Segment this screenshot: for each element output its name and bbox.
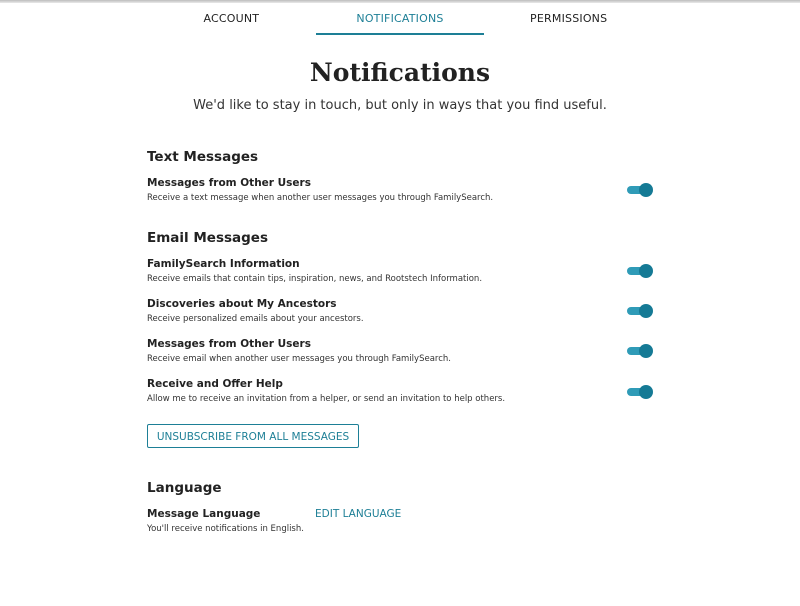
setting-description-discoveries-ancestors: Receive personalized emails about your ancestors. <box>147 314 364 324</box>
settings-tabs <box>147 3 653 35</box>
setting-description-familysearch-information: Receive emails that contain tips, inspiration, news, and Rootstech Information. <box>147 274 483 284</box>
tab-notifications[interactable]: NOTIFICATIONS <box>316 3 485 35</box>
section-heading-email-messages: Email Messages <box>147 230 268 246</box>
section-heading-language: Language <box>147 480 222 496</box>
setting-title-receive-offer-help: Receive and Offer Help <box>147 378 283 390</box>
toggle-knob <box>639 183 653 197</box>
edit-language-link[interactable]: EDIT LANGUAGE <box>315 508 402 520</box>
setting-description-email-other-users: Receive email when another user messages you through FamilySearch. <box>147 354 451 364</box>
toggle-discoveries-ancestors[interactable] <box>627 304 653 318</box>
setting-title-familysearch-information: FamilySearch Information <box>147 258 300 270</box>
toggle-knob <box>639 264 653 278</box>
tab-account[interactable]: ACCOUNT <box>203 12 260 25</box>
section-heading-text-messages: Text Messages <box>147 149 259 165</box>
setting-description-receive-offer-help: Allow me to receive an invitation from a helper, or send an invitation to help others. <box>147 394 506 404</box>
toggle-email-other-users[interactable] <box>627 344 653 358</box>
toggle-receive-offer-help[interactable] <box>627 385 653 399</box>
page-title: Notifications <box>309 58 491 87</box>
toggle-knob <box>639 304 653 318</box>
setting-description-message-language: You'll receive notifications in English. <box>147 524 304 534</box>
toggle-familysearch-information[interactable] <box>627 264 653 278</box>
setting-description-text-other-users: Receive a text message when another user messages you through FamilySearch. <box>147 193 494 203</box>
toggle-knob <box>639 344 653 358</box>
setting-title-email-other-users: Messages from Other Users <box>147 338 311 350</box>
setting-title-text-other-users: Messages from Other Users <box>147 177 311 189</box>
setting-title-message-language: Message Language <box>147 508 261 520</box>
page-subtitle: We'd like to stay in touch, but only in ways that you find useful. <box>193 98 607 113</box>
toggle-knob <box>639 385 653 399</box>
toggle-text-other-users[interactable] <box>627 183 653 197</box>
tab-permissions[interactable]: PERMISSIONS <box>530 12 608 25</box>
setting-title-discoveries-ancestors: Discoveries about My Ancestors <box>147 298 337 310</box>
unsubscribe-all-button[interactable]: UNSUBSCRIBE FROM ALL MESSAGES <box>147 424 359 448</box>
